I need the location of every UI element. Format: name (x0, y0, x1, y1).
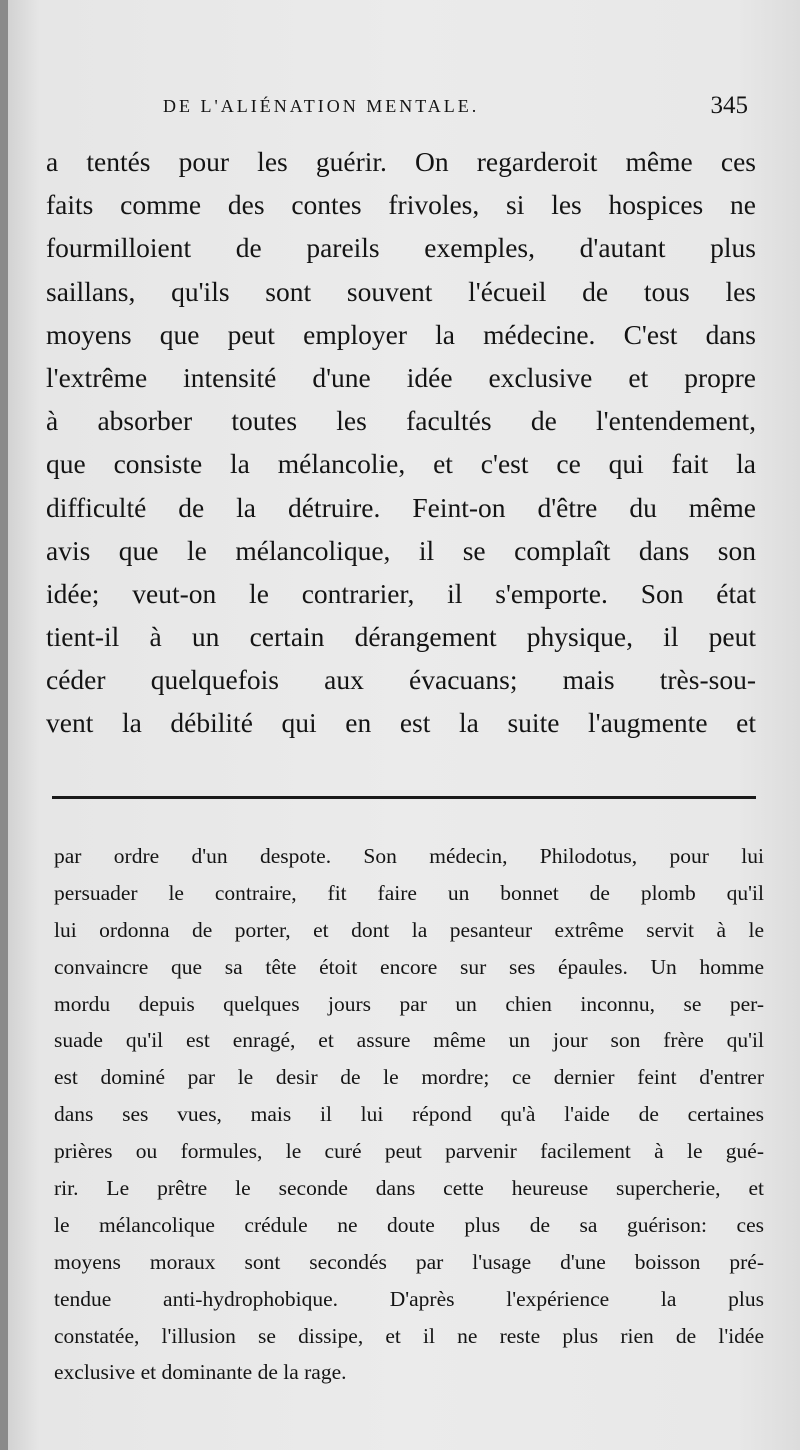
footnote-line: convaincre que sa tête étoit encore sur ses épaules. Un homme (54, 954, 764, 979)
main-text-line: à absorber toutes les facultés de l'entendement, (46, 405, 756, 437)
footnote-body (54, 838, 764, 1391)
main-text-line: vent la débilité qui en est la suite l'augmente et (46, 707, 756, 739)
running-title: DE L'ALIÉNATION MENTALE. (163, 96, 480, 116)
main-text-body (46, 140, 756, 745)
footnote-line: le mélancolique crédule ne doute plus de sa guérison: ces (54, 1212, 764, 1237)
main-text-line: difficulté de la détruire. Feint-on d'être du même (46, 491, 756, 523)
footnote-line: suade qu'il est enragé, et assure même un jour son frère qu'il (54, 1028, 764, 1053)
page-number: 345 (710, 92, 748, 119)
footnote-line: lui ordonna de porter, et dont la pesanteur extrême servit à le (54, 917, 764, 942)
footnote-line: par ordre d'un despote. Son médecin, Philodotus, pour lui (54, 844, 764, 868)
main-text-line: tient-il à un certain dérangement physique, il peut (46, 621, 756, 653)
footnote-line: rir. Le prêtre le seconde dans cette heureuse supercherie, et (54, 1176, 764, 1201)
footnote-line: tendue anti-hydrophobique. D'après l'expérience la plus (54, 1286, 764, 1311)
main-text-line: fourmilloient de pareils exemples, d'autant plus (46, 232, 756, 264)
main-text-line: l'extrême intensité d'une idée exclusive et propre (46, 361, 756, 393)
main-text-line: faits comme des contes frivoles, si les hospices ne (46, 189, 756, 221)
footnote-line: constatée, l'illusion se dissipe, et il ne reste plus rien de l'idée (54, 1323, 764, 1348)
running-head (163, 92, 748, 126)
main-text-line: que consiste la mélancolie, et c'est ce qui fait la (46, 448, 756, 480)
footnote-line: moyens moraux sont secondés par l'usage d'une boisson pré- (54, 1249, 764, 1274)
footnote-line: prières ou formules, le curé peut parvenir facilement à le gué- (54, 1139, 764, 1164)
main-text-line: a tentés pour les guérir. On regarderoit même ces (46, 146, 756, 177)
footnote-line: est dominé par le desir de le mordre; ce dernier feint d'entrer (54, 1065, 764, 1090)
main-text-line: idée; veut-on le contrarier, il s'emporte. Son état (46, 577, 756, 609)
main-text-line: avis que le mélancolique, il se complaît dans son (46, 534, 756, 566)
book-page (8, 0, 800, 1450)
footnote-line: dans ses vues, mais il lui répond qu'à l'aide de certaines (54, 1102, 764, 1127)
main-text-line: saillans, qu'ils sont souvent l'écueil de tous les (46, 275, 756, 307)
footnote-divider (52, 796, 756, 799)
main-text-line: céder quelquefois aux évacuans; mais très-sou- (46, 664, 756, 696)
footnote-line: exclusive et dominante de la rage. (54, 1360, 347, 1385)
footnote-line: persuader le contraire, fit faire un bonnet de plomb qu'il (54, 880, 764, 905)
main-text-line: moyens que peut employer la médecine. C'est dans (46, 318, 756, 350)
footnote-line: mordu depuis quelques jours par un chien inconnu, se per- (54, 991, 764, 1016)
